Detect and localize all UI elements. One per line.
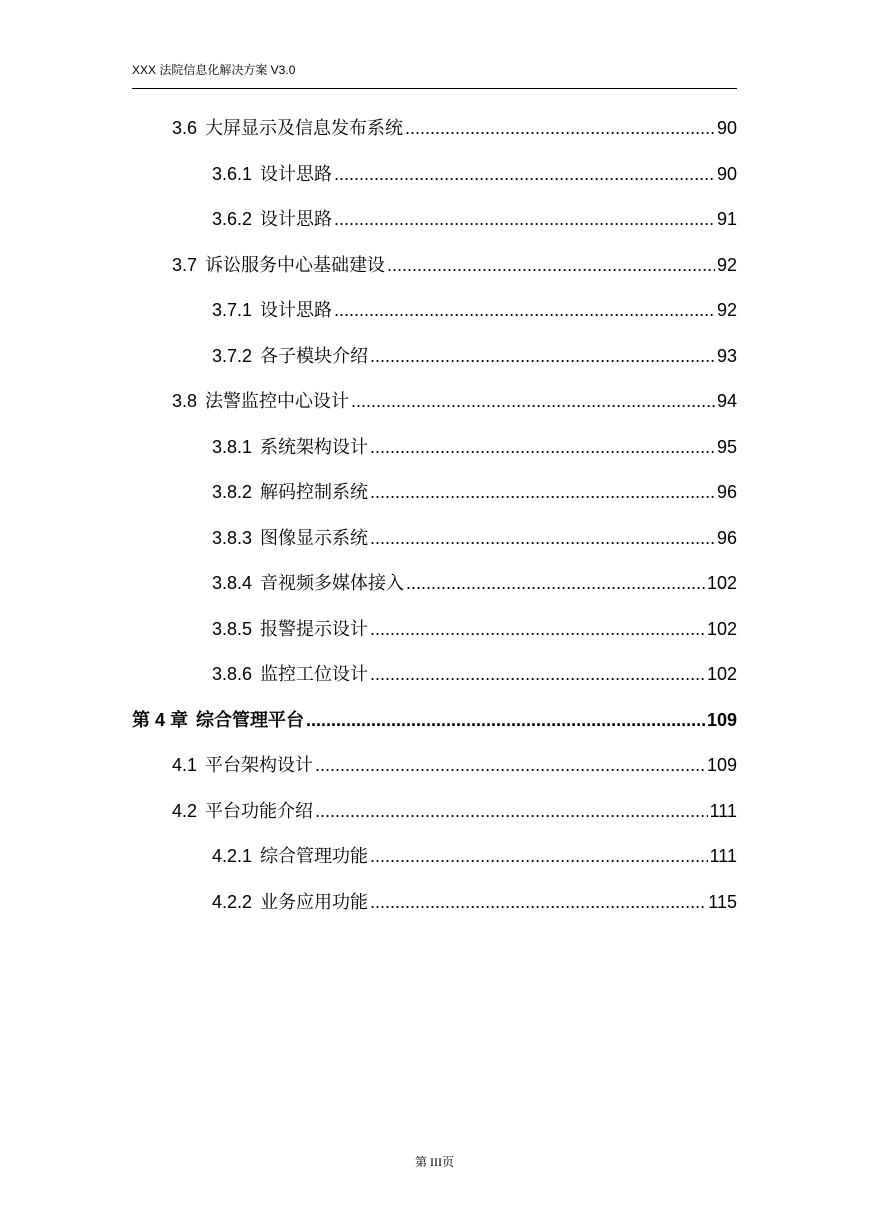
toc-entry-number: 4.2.2 bbox=[212, 892, 253, 912]
toc-entry-number: 3.6 bbox=[172, 118, 198, 138]
toc-entry-number: 3.8.1 bbox=[212, 437, 253, 457]
toc-entry-number: 第 4 章 bbox=[132, 710, 189, 730]
toc-dot-leader bbox=[315, 799, 708, 823]
toc-entry[interactable] bbox=[212, 480, 737, 504]
toc-entry-title: 大屏显示及信息发布系统 bbox=[205, 118, 404, 138]
toc-entry-title: 设计思路 bbox=[260, 164, 333, 184]
toc-entry-chapter[interactable] bbox=[132, 708, 737, 732]
toc-entry-title: 业务应用功能 bbox=[260, 892, 369, 912]
toc-entry-number: 3.8.4 bbox=[212, 573, 253, 593]
toc-entry-title: 综合管理平台 bbox=[196, 710, 305, 730]
toc-entry-page: 102 bbox=[706, 664, 737, 684]
toc-entry[interactable] bbox=[212, 207, 737, 231]
toc-entry[interactable] bbox=[172, 253, 737, 277]
toc-entry-page: 109 bbox=[706, 710, 737, 730]
toc-entry-page: 102 bbox=[706, 573, 737, 593]
toc-dot-leader bbox=[387, 253, 715, 277]
page-number-footer bbox=[0, 1154, 869, 1170]
toc-entry-title: 报警提示设计 bbox=[260, 619, 369, 639]
toc-dot-leader bbox=[334, 162, 715, 186]
toc-entry[interactable] bbox=[212, 571, 737, 595]
toc-entry-title: 综合管理功能 bbox=[260, 846, 369, 866]
toc-dot-leader bbox=[370, 435, 715, 459]
toc-entry-number: 3.8.2 bbox=[212, 482, 253, 502]
toc-entry-page: 92 bbox=[716, 255, 737, 275]
toc-entry-number: 4.2 bbox=[172, 801, 198, 821]
toc-dot-leader bbox=[334, 298, 715, 322]
toc-dot-leader bbox=[370, 662, 705, 686]
toc-dot-leader bbox=[334, 207, 715, 231]
toc-entry-page: 102 bbox=[706, 619, 737, 639]
toc-entry-number: 3.8.3 bbox=[212, 528, 253, 548]
toc-entry[interactable] bbox=[212, 526, 737, 550]
toc-dot-leader bbox=[405, 116, 715, 140]
toc-dot-leader bbox=[315, 753, 705, 777]
toc-entry[interactable] bbox=[172, 389, 737, 413]
toc-entry-page: 94 bbox=[716, 391, 737, 411]
page-header bbox=[132, 62, 737, 89]
toc-entry-number: 4.2.1 bbox=[212, 846, 253, 866]
toc-entry-number: 3.7.1 bbox=[212, 300, 253, 320]
toc-dot-leader bbox=[406, 571, 705, 595]
toc-entry[interactable] bbox=[212, 344, 737, 368]
toc-entry-number: 3.8.5 bbox=[212, 619, 253, 639]
toc-entry[interactable] bbox=[212, 890, 737, 914]
toc-entry-page: 90 bbox=[716, 118, 737, 138]
toc-entry-number: 3.7.2 bbox=[212, 346, 253, 366]
toc-entry[interactable] bbox=[172, 799, 737, 823]
toc-entry[interactable] bbox=[212, 435, 737, 459]
toc-entry-title: 法警监控中心设计 bbox=[205, 391, 350, 411]
toc-entry-title: 解码控制系统 bbox=[260, 482, 369, 502]
toc-entry-page: 96 bbox=[716, 482, 737, 502]
toc-entry-title: 监控工位设计 bbox=[260, 664, 369, 684]
toc-entry-number: 3.8.6 bbox=[212, 664, 253, 684]
page-number: 第 III页 bbox=[415, 1155, 454, 1169]
toc-dot-leader bbox=[370, 844, 708, 868]
toc-entry-page: 109 bbox=[706, 755, 737, 775]
toc-entry-title: 音视频多媒体接入 bbox=[260, 573, 405, 593]
toc-dot-leader bbox=[370, 526, 715, 550]
toc-entry[interactable] bbox=[212, 298, 737, 322]
toc-entry-number: 3.7 bbox=[172, 255, 198, 275]
toc-entry-page: 111 bbox=[709, 846, 737, 866]
toc-entry[interactable] bbox=[172, 753, 737, 777]
toc-dot-leader bbox=[351, 389, 715, 413]
toc-entry[interactable] bbox=[172, 116, 737, 140]
toc-dot-leader bbox=[370, 617, 705, 641]
toc-entry-title: 各子模块介绍 bbox=[260, 346, 369, 366]
toc-entry[interactable] bbox=[212, 844, 737, 868]
toc-entry-page: 95 bbox=[716, 437, 737, 457]
toc-entry-title: 平台架构设计 bbox=[205, 755, 314, 775]
toc-entry[interactable] bbox=[212, 617, 737, 641]
toc-entry[interactable] bbox=[212, 662, 737, 686]
toc-entry-title: 设计思路 bbox=[260, 209, 333, 229]
toc-entry-page: 96 bbox=[716, 528, 737, 548]
toc-entry-number: 4.1 bbox=[172, 755, 198, 775]
toc-entry-title: 系统架构设计 bbox=[260, 437, 369, 457]
toc-entry-number: 3.8 bbox=[172, 391, 198, 411]
toc-entry-page: 115 bbox=[708, 892, 737, 912]
toc-entry-page: 92 bbox=[716, 300, 737, 320]
document-title: XXX 法院信息化解决方案 V3.0 bbox=[132, 63, 296, 77]
toc-dot-leader bbox=[306, 708, 705, 732]
toc-entry-page: 93 bbox=[716, 346, 737, 366]
toc-entry-page: 111 bbox=[709, 801, 737, 821]
toc-entry-page: 90 bbox=[716, 164, 737, 184]
toc-entry-page: 91 bbox=[716, 209, 737, 229]
toc-entry-title: 设计思路 bbox=[260, 300, 333, 320]
toc-entry-title: 诉讼服务中心基础建设 bbox=[205, 255, 386, 275]
toc-dot-leader bbox=[370, 480, 715, 504]
toc-entry-number: 3.6.2 bbox=[212, 209, 253, 229]
toc-dot-leader bbox=[370, 890, 706, 914]
toc-entry-title: 图像显示系统 bbox=[260, 528, 369, 548]
toc-dot-leader bbox=[370, 344, 715, 368]
toc-entry[interactable] bbox=[212, 162, 737, 186]
toc-entry-number: 3.6.1 bbox=[212, 164, 253, 184]
toc-entry-title: 平台功能介绍 bbox=[205, 801, 314, 821]
